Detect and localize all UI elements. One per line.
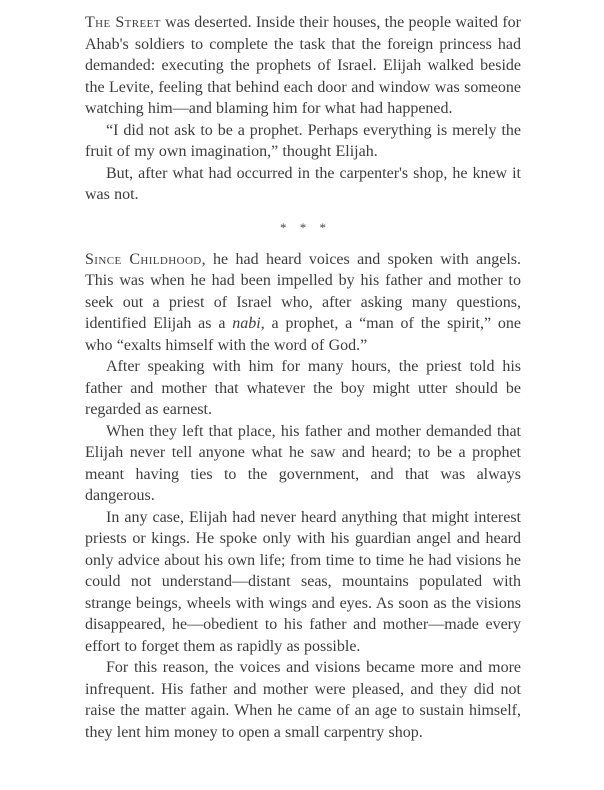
paragraph-text: “I did not ask to be a prophet. Perhaps everything is merely the fruit of my own imagination,” thought Elijah.: [85, 121, 521, 160]
small-caps-lead-in: Since Childhood: [85, 250, 202, 268]
paragraph-since-childhood: [85, 249, 521, 357]
paragraph-text: But, after what had occurred in the carpenter's shop, he knew it was not.: [85, 164, 521, 203]
paragraph-text: In any case, Elijah had never heard anything that might interest priests or kings. He spoke only with his guardian angel and heard only advice about his own life; from time to time he had visions he could not understand—distant seas, mountains populated with strange beings, wheels with wings and eyes. As soon as the visions disappeared, he—obedient to his father and mother—made every effort to forget them as rapidly as possible.: [85, 508, 521, 655]
paragraph-did-not-ask: [85, 120, 521, 163]
paragraph-text: For this reason, the voices and visions became more and more infrequent. His father and mother were pleased, and they did not raise the matter again. When he came of an age to sustain himself, they lent him money to open a small carpentry shop.: [85, 659, 521, 741]
italic-word-nabi: nabi: [232, 315, 261, 332]
paragraph-the-street: [85, 12, 521, 120]
section-separator-asterisks: * * *: [280, 219, 331, 235]
paragraph-text: When they left that place, his father and mother demanded that Elijah never tell anyone what he saw and heard; to be a prophet meant having ties to the government, and that was always dangerous.: [85, 422, 521, 504]
paragraph-when-they-left: [85, 421, 521, 507]
paragraph-text: was deserted. Inside their houses, the people waited for Ahab's soldiers to complete the task that the foreign princess had demanded: executing the prophets of Israel. Elijah walked beside the Levite, feeling that behind each door and window was someone watching him—and blaming him for what had happened.: [85, 14, 521, 117]
paragraph-for-this-reason: [85, 657, 521, 743]
small-caps-lead-in: The Street: [85, 14, 161, 31]
paragraph-but-after: [85, 163, 521, 206]
paragraph-text: , he had heard voices and spoken with angels. This was when he had been impelled by his father and mother to seek out a priest of Israel who, after asking many questions, identified Elijah as a: [85, 250, 521, 332]
paragraph-text: After speaking with him for many hours, the priest told his father and mother that whatever the boy might utter should be regarded as earnest.: [85, 358, 521, 418]
paragraph-after-speaking: [85, 356, 521, 421]
paragraph-text: , a prophet, a “man of the spirit,” one who “exalts himself with the word of God.”: [85, 315, 521, 354]
paragraph-in-any-case: [85, 507, 521, 658]
